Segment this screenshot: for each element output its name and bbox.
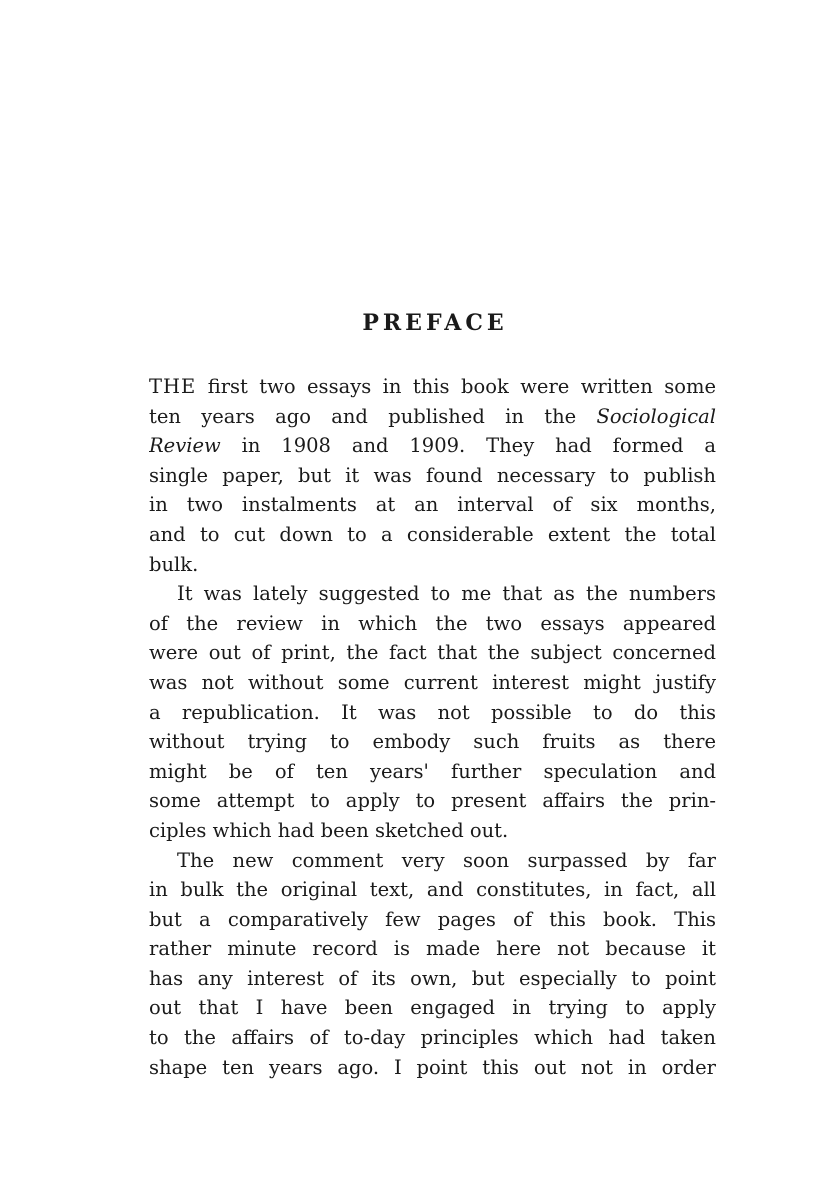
journal-title-part: Sociological <box>596 404 716 428</box>
paragraph-3-line-4: rather minute record is made here not because it <box>149 937 716 961</box>
paragraph-2-line-5: a republication. It was not possible to do this <box>149 700 716 724</box>
paragraph-lead-word: THE <box>149 375 197 398</box>
paragraph-3-line-5: has any interest of its own, but especially to point <box>149 966 716 990</box>
paragraph-1-line-3: Review in 1908 and 1909. They had formed a <box>149 434 716 458</box>
journal-title-part: Review <box>149 434 221 458</box>
paragraph-3-line-3: but a comparatively few pages of this book. This <box>149 907 716 931</box>
paragraph-1-line-1: THE first two essays in this book were written some <box>149 375 716 398</box>
paragraph-1-line-4: single paper, but it was found necessary to publish <box>149 463 716 487</box>
paragraph-3-line-6: out that I have been engaged in trying to apply <box>149 996 716 1020</box>
paragraph-1-line-6: and to cut down to a considerable extent the total <box>149 522 716 546</box>
paragraph-1-line-7: bulk. <box>149 552 199 576</box>
paragraph-2-line-8: some attempt to apply to present affairs the prin- <box>149 789 716 813</box>
paragraph-2-line-2: of the review in which the two essays appeared <box>149 611 716 635</box>
paragraph-1-line-5: in two instalments at an interval of six months, <box>149 493 716 517</box>
paragraph-2-line-6: without trying to embody such fruits as there <box>149 730 716 754</box>
body-text <box>149 372 716 1082</box>
page-title: PREFACE <box>362 310 508 336</box>
paragraph-3-line-8: shape ten years ago. I point this out not in order <box>149 1055 716 1079</box>
paragraph-3-line-1: The new comment very soon surpassed by far <box>177 848 716 872</box>
paragraph-2-line-1: It was lately suggested to me that as the numbers <box>177 582 716 606</box>
paragraph-2-line-4: was not without some current interest might justify <box>149 670 716 694</box>
paragraph-2-line-9: ciples which had been sketched out. <box>149 818 509 842</box>
paragraph-3-line-2: in bulk the original text, and constitutes, in fact, all <box>149 878 716 902</box>
paragraph-3-line-7: to the affairs of to-day principles which had taken <box>149 1026 716 1050</box>
paragraph-1-line-2: ten years ago and published in the Sociological <box>149 404 716 428</box>
paragraph-2-line-3: were out of print, the fact that the subject concerned <box>149 641 716 665</box>
paragraph-2-line-7: might be of ten years' further speculation and <box>149 759 716 783</box>
